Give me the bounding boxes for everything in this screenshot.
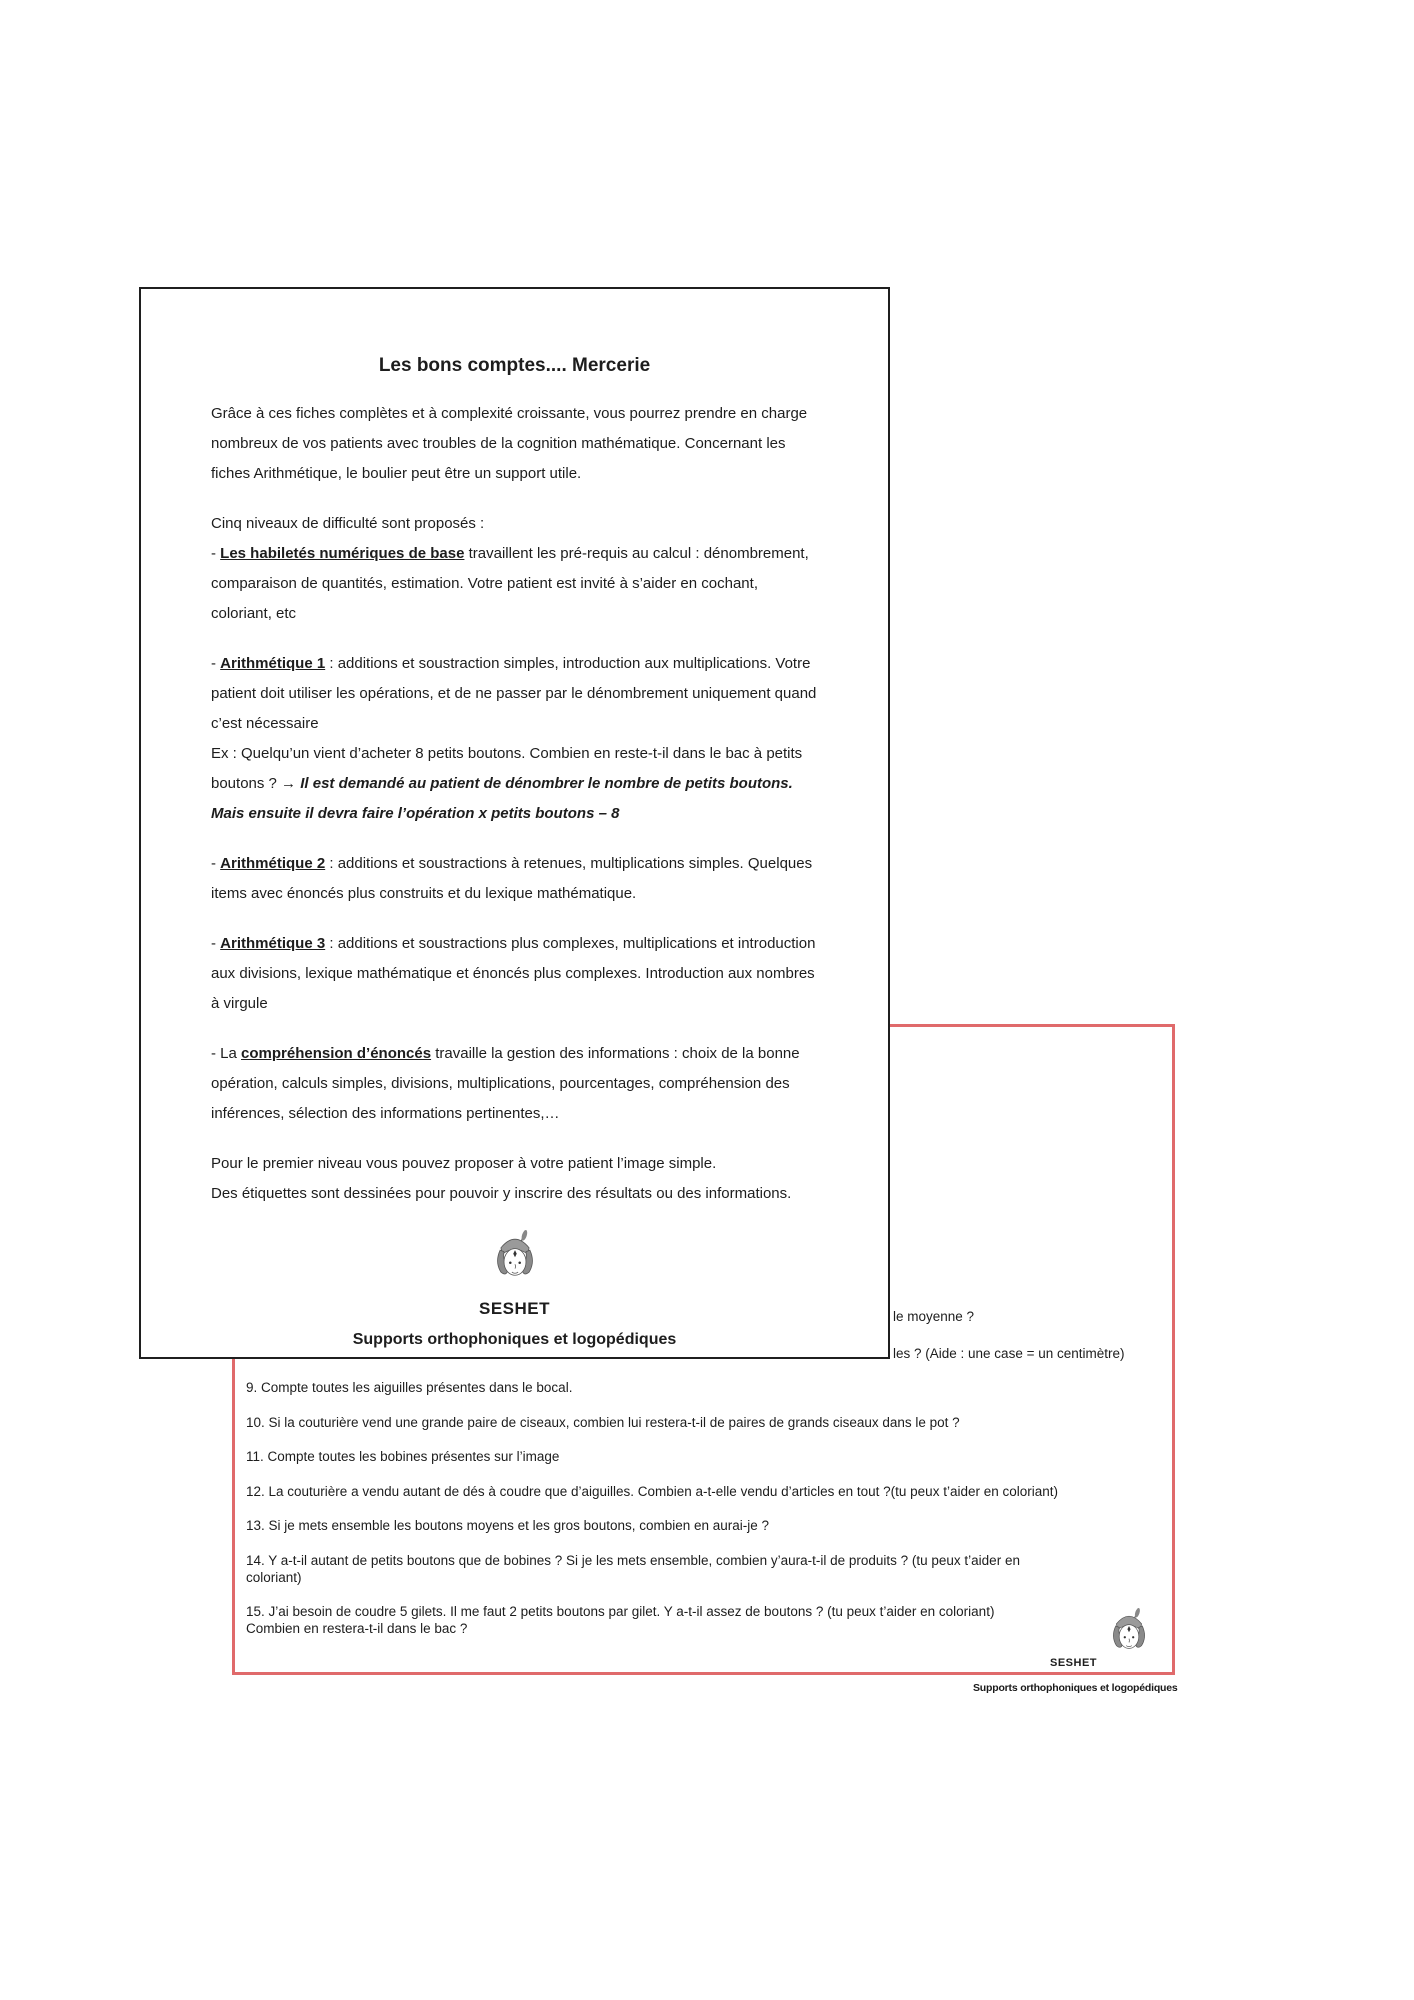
intro-paragraph: Grâce à ces fiches complètes et à complexité croissante, vous pourrez prendre en charge nombreux de vos patients avec troubles de la cognition mathématique. Concernant les fiches Arithmétique, le boulier peut être un support utile. (211, 405, 808, 482)
question-14-line1: 14. Y a-t-il autant de petits boutons que de bobines ? Si je les mets ensemble, combien y’aura-t-il de produits ? (tu peux t’aider en (246, 1553, 1020, 1568)
arithmetique3-label: Arithmétique 3 (220, 935, 326, 952)
notice-page (139, 287, 890, 1359)
arithmetique3-text: : additions et soustractions plus complexes, multiplications et introduction aux divisions, lexique mathématique et énoncés plus complexes. Introduction aux nombres à virgule (211, 935, 816, 1012)
comprehension-label: compréhension d’énoncés (241, 1045, 432, 1062)
question-15-line2: Combien en restera-t-il dans le bac ? (246, 1621, 468, 1636)
question-fragment-7: le moyenne ? (893, 1309, 975, 1324)
arithmetique1-label: Arithmétique 1 (220, 655, 326, 672)
arithmetique2-text: : additions et soustractions à retenues, multiplications simples. Quelques items avec énoncés plus construits et du lexique mathématique. (211, 855, 813, 902)
question-fragment-8: les ? (Aide : une case = un centimètre) (893, 1346, 1125, 1361)
seshet-logo-small-icon (1108, 1607, 1150, 1664)
question-11: 11. Compte toutes les bobines présentes sur l’image (246, 1449, 560, 1464)
seshet-logo-icon (491, 1229, 539, 1298)
arithmetique3-dash: - (211, 935, 221, 952)
question-15-line1: 15. J’ai besoin de coudre 5 gilets. Il me faut 2 petits boutons par gilet. Y a-t-il assez de boutons ? (tu peux t’aider en coloriant) (246, 1604, 995, 1619)
arithmetique3-paragraph (211, 929, 818, 1019)
arithmetique1-text: : additions et soustraction simples, introduction aux multiplications. Votre patient doit utiliser les opérations, et de ne passer par le dénombrement uniquement quand c’est nécessaire (211, 655, 817, 732)
arithmetique1-example (211, 739, 818, 829)
closing-section (211, 1149, 818, 1209)
level-base-label: Les habiletés numériques de base (220, 545, 465, 562)
comprehension-text: travaille la gestion des informations : choix de la bonne opération, calculs simples, divisions, multiplications, pourcentages, compréhension des inférences, sélection des informations pertinentes,… (211, 1045, 800, 1122)
arithmetique1-dash: - (211, 655, 221, 672)
closing-line1: Pour le premier niveau vous pouvez proposer à votre patient l’image simple. (211, 1155, 717, 1172)
level-base-text: travaillent les pré-requis au calcul : dénombrement, comparaison de quantités, estimation. Votre patient est invité à s’aider en cochant, coloriant, etc (211, 545, 809, 622)
closing-line2: Des étiquettes sont dessinées pour pouvoir y inscrire des résultats ou des informations. (211, 1185, 792, 1202)
question-14-line2: coloriant) (246, 1570, 302, 1585)
brand-name-small: SESHET (1050, 1657, 1098, 1669)
question-13: 13. Si je mets ensemble les boutons moyens et les gros boutons, combien en aurai-je ? (246, 1518, 770, 1533)
arithmetique2-dash: - (211, 855, 221, 872)
example-plain: Ex : Quelqu’un vient d’acheter 8 petits boutons. Combien en reste-t-il dans le bac à petits boutons ? → (211, 745, 803, 792)
levels-heading: Cinq niveaux de difficulté sont proposés : (211, 515, 485, 532)
arithmetique2-label: Arithmétique 2 (220, 855, 326, 872)
levels-section (211, 509, 818, 629)
brand-tagline-small: Supports orthophoniques et logopédiques (973, 1682, 1178, 1694)
question-9: 9. Compte toutes les aiguilles présentes dans le bocal. (246, 1380, 573, 1395)
level-base-dash: - (211, 545, 221, 562)
question-10: 10. Si la couturière vend une grande paire de ciseaux, combien lui restera-t-il de paires de grands ciseaux dans le pot ? (246, 1415, 960, 1430)
question-12: 12. La couturière a vendu autant de dés à coudre que d’aiguilles. Combien a-t-elle vendu d’articles en tout ?(tu peux t’aider en coloriant) (246, 1484, 1059, 1499)
level-base-paragraph (211, 539, 818, 629)
arithmetique2-paragraph (211, 849, 818, 909)
page-title: Les bons comptes.... Mercerie (378, 355, 651, 376)
example-emphasis: Il est demandé au patient de dénombrer le nombre de petits boutons. Mais ensuite il devra faire l’opération x petits boutons – 8 (211, 775, 793, 822)
comprehension-prefix: - La (211, 1045, 242, 1062)
brand-block (211, 1229, 818, 1350)
arithmetique1-paragraph (211, 649, 818, 739)
arithmetique1-section (211, 649, 818, 829)
comprehension-paragraph (211, 1039, 818, 1129)
brand-name: SESHET (478, 1299, 551, 1318)
brand-tagline: Supports orthophoniques et logopédiques (352, 1331, 677, 1348)
